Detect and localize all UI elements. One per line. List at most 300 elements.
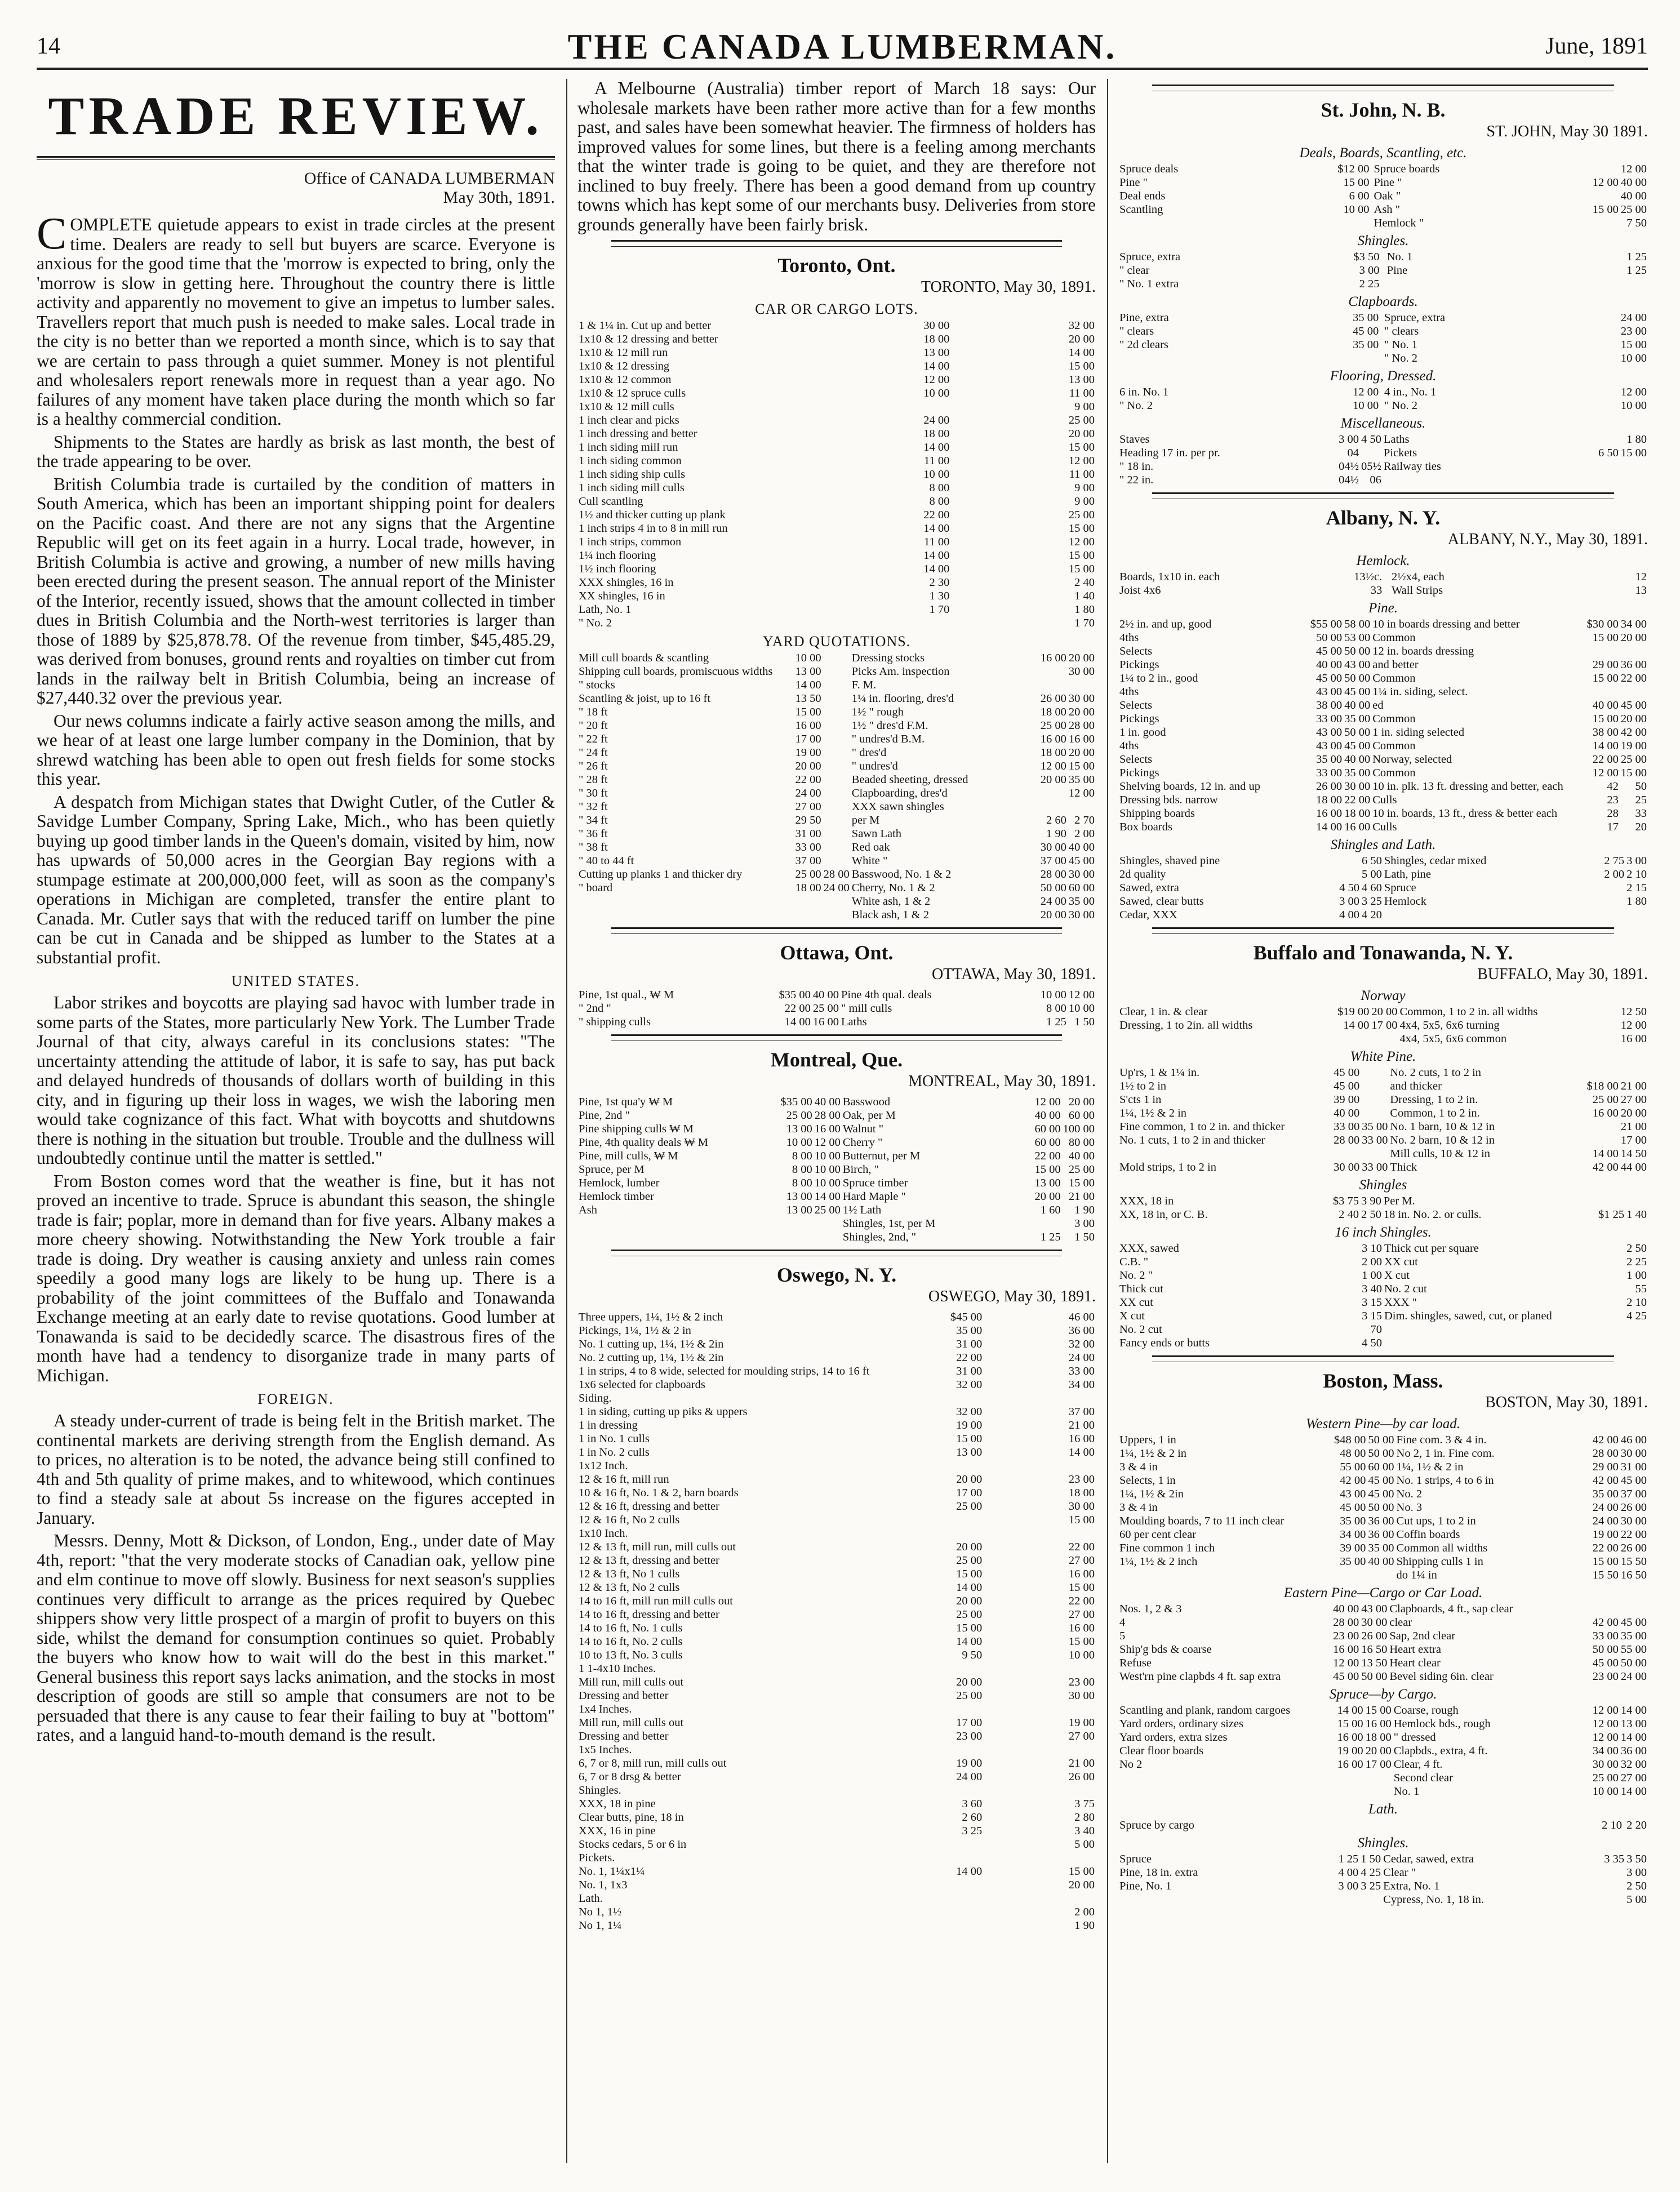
price-value: 45 00 bbox=[1334, 1066, 1360, 1079]
item-label: 4ths bbox=[1119, 632, 1139, 644]
item-label bbox=[1383, 1336, 1616, 1350]
item-label: Shelving boards, 12 in. and up bbox=[1119, 780, 1260, 793]
item-label bbox=[1383, 908, 1603, 922]
price-value bbox=[870, 1513, 983, 1527]
price-value: 28 bbox=[1607, 807, 1619, 820]
price-value: 16 00 bbox=[1040, 652, 1066, 664]
price-value: 29 50 bbox=[795, 814, 821, 826]
price-value: 25 bbox=[1635, 794, 1647, 806]
price-value: 2 20 bbox=[1626, 1819, 1647, 1831]
price-row bbox=[1118, 1255, 1648, 1269]
item-label: Mill run, mill culls out bbox=[579, 1717, 684, 1729]
price-value: 45 00 bbox=[1344, 740, 1371, 752]
price-value: 4 00 bbox=[1338, 1866, 1359, 1879]
price-value bbox=[1352, 1323, 1358, 1336]
price-row bbox=[577, 1002, 1096, 1015]
price-value bbox=[983, 1662, 1096, 1675]
item-label: No. 3 bbox=[1396, 1501, 1423, 1514]
office-line bbox=[37, 169, 555, 207]
price-value: 13 00 bbox=[1034, 1177, 1061, 1189]
price-value: 27 00 bbox=[1068, 1730, 1095, 1742]
item-label: Shingles, 1st, per M bbox=[842, 1217, 936, 1230]
item-label: Mill run, mill culls out bbox=[579, 1676, 684, 1688]
price-value: 23 00 bbox=[1068, 1676, 1095, 1688]
market-date: BUFFALO, May 30, 1891. bbox=[1477, 966, 1648, 983]
item-label: " 34 ft bbox=[579, 814, 608, 826]
item-label: 1 inch siding ship culls bbox=[579, 468, 686, 481]
price-value: 22 00 bbox=[1034, 1150, 1061, 1162]
item-label bbox=[577, 1217, 779, 1230]
price-table bbox=[1118, 433, 1648, 487]
item-label: 6, 7 or 8, mill run, mill culls out bbox=[579, 1757, 727, 1769]
item-label: Heart extra bbox=[1389, 1643, 1441, 1656]
price-value: 28 00 bbox=[814, 1109, 841, 1122]
item-label: Picks Am. inspection bbox=[851, 665, 950, 678]
price-value bbox=[823, 908, 851, 922]
price-row bbox=[577, 1149, 1096, 1163]
price-value bbox=[1620, 685, 1648, 699]
item-label: " No. 1 bbox=[1384, 339, 1418, 351]
price-row bbox=[577, 1811, 1096, 1824]
price-value: 26 00 bbox=[1315, 780, 1343, 793]
item-label: S'cts 1 in bbox=[1119, 1093, 1162, 1106]
price-value: 22 00 bbox=[956, 1351, 983, 1364]
column-1 bbox=[37, 79, 555, 2169]
price-row bbox=[1118, 1005, 1648, 1019]
item-label: " 22 ft bbox=[579, 733, 608, 745]
item-label: 1x4 Inches. bbox=[579, 1703, 632, 1715]
price-value: 2 70 bbox=[1074, 814, 1095, 826]
price-value: 14 50 bbox=[1620, 1148, 1647, 1160]
price-value: 17 00 bbox=[956, 1487, 983, 1499]
price-value bbox=[823, 705, 851, 719]
item-label: No 1, 1¼ bbox=[579, 1919, 622, 1932]
table-heading: Pine. bbox=[1368, 601, 1398, 616]
price-value: 20 00 bbox=[1620, 1107, 1647, 1119]
item-label: " clear bbox=[1119, 264, 1150, 277]
price-value: 15 50 bbox=[1620, 1555, 1647, 1568]
price-value: 17 bbox=[1607, 821, 1619, 833]
price-value: 39 00 bbox=[1334, 1093, 1360, 1106]
market-rule bbox=[611, 927, 1062, 934]
item-label: 4x4, 5x5, 6x6 turning bbox=[1399, 1019, 1500, 1031]
price-value: 16 00 bbox=[1068, 733, 1095, 745]
price-row bbox=[1118, 1194, 1648, 1208]
price-value: 30 00 bbox=[1068, 1500, 1095, 1513]
price-value: 60 00 bbox=[1068, 1109, 1095, 1122]
price-row bbox=[577, 773, 1096, 786]
price-row bbox=[577, 454, 1096, 468]
column-rule bbox=[1107, 79, 1108, 2163]
price-row bbox=[577, 1648, 1096, 1662]
price-value bbox=[870, 1527, 983, 1540]
price-value: 12 00 bbox=[1620, 1019, 1647, 1031]
price-value: 2 00 bbox=[1074, 828, 1095, 840]
price-table bbox=[1118, 1704, 1648, 1798]
item-label: Hemlock " bbox=[1374, 217, 1424, 229]
price-value: 2 10 bbox=[1626, 1296, 1647, 1309]
price-value: 15 00 bbox=[1068, 1581, 1095, 1594]
price-row bbox=[577, 319, 1096, 332]
item-label: XXX, 16 in pine bbox=[579, 1825, 656, 1837]
market-name: Albany, N. Y. bbox=[1326, 506, 1441, 529]
item-label: 1x10 & 12 dressing and better bbox=[579, 333, 718, 345]
price-table bbox=[1118, 1066, 1648, 1174]
price-value: 13 00 bbox=[786, 1123, 812, 1135]
price-value: 15 00 bbox=[1068, 1635, 1095, 1648]
item-label: 1 inch strips 4 in to 8 in mill run bbox=[579, 522, 728, 535]
price-row bbox=[577, 1405, 1096, 1419]
price-value: 15 00 bbox=[1620, 447, 1647, 459]
table-heading: Spruce—by Cargo. bbox=[1329, 1687, 1437, 1702]
price-value: 80 00 bbox=[1068, 1136, 1095, 1149]
item-label: 14 to 16 ft, No. 1 culls bbox=[579, 1622, 683, 1634]
item-label: " 38 ft bbox=[579, 841, 608, 853]
item-label: 1x10 Inch. bbox=[579, 1527, 628, 1540]
price-value: 36 00 bbox=[1368, 1515, 1394, 1527]
item-label: Laths bbox=[1383, 433, 1410, 446]
price-value: 14 00 bbox=[956, 1865, 983, 1878]
price-value: 55 bbox=[1635, 1283, 1647, 1295]
price-value: 16 00 bbox=[1365, 1718, 1392, 1730]
item-label bbox=[1383, 473, 1597, 487]
item-label: Basswood bbox=[842, 1096, 891, 1108]
table-heading: CAR OR CARGO LOTS. bbox=[755, 301, 918, 317]
item-label: Shingles, 2nd, " bbox=[842, 1231, 917, 1243]
item-label: No. 2 bbox=[1396, 1488, 1423, 1500]
price-value bbox=[1592, 216, 1620, 230]
price-value bbox=[1597, 433, 1620, 446]
item-label: " 40 to 44 ft bbox=[579, 855, 634, 867]
price-value: 2 40 bbox=[1074, 576, 1095, 589]
price-value: 14 00 bbox=[1068, 346, 1095, 359]
item-label: 1 in. good bbox=[1119, 726, 1166, 739]
item-label: 1 in dressing bbox=[579, 1419, 638, 1431]
price-value bbox=[983, 1391, 1096, 1405]
price-value: 45 00 bbox=[1620, 699, 1647, 712]
price-value: 30 00 bbox=[1068, 665, 1095, 678]
item-label: 12 & 16 ft, No 2 culls bbox=[579, 1514, 680, 1526]
price-value: 60 00 bbox=[1034, 1123, 1061, 1135]
price-value: 5 00 bbox=[1074, 1838, 1095, 1851]
table-heading: 16 inch Shingles. bbox=[1335, 1225, 1432, 1240]
item-label: 1 in siding, cutting up piks & uppers bbox=[579, 1406, 748, 1418]
price-value: 20 00 bbox=[1620, 632, 1647, 644]
price-value: 18 00 bbox=[923, 428, 950, 440]
item-label: Clapbds., extra, 4 ft. bbox=[1393, 1745, 1488, 1757]
price-value bbox=[1039, 800, 1068, 813]
item-label: No. 1 strips, 4 to 6 in bbox=[1396, 1474, 1494, 1487]
price-value: 60 00 bbox=[1068, 882, 1095, 894]
section-heading: FOREIGN. bbox=[257, 1391, 334, 1407]
item-label: Butternut, per M bbox=[842, 1150, 921, 1162]
item-label: Common bbox=[1372, 672, 1416, 684]
price-value: 31 00 bbox=[956, 1365, 983, 1377]
price-value: 35 00 bbox=[1368, 1542, 1394, 1554]
price-row bbox=[1118, 1242, 1648, 1255]
price-value: 20 00 bbox=[1365, 1745, 1392, 1757]
price-table bbox=[577, 319, 1096, 630]
price-row bbox=[1118, 311, 1648, 324]
price-value: 10 00 bbox=[814, 1163, 841, 1176]
price-row bbox=[1118, 1785, 1648, 1798]
item-label: Dressing and better bbox=[579, 1689, 669, 1702]
item-label: No. 1, 1x3 bbox=[579, 1879, 628, 1891]
item-label: 1¼, 1½ & 2in bbox=[1119, 1488, 1184, 1500]
price-value: 15 00 bbox=[1068, 1514, 1095, 1526]
price-value: 3 90 bbox=[1361, 1195, 1381, 1207]
price-value bbox=[1603, 908, 1625, 922]
price-row bbox=[1118, 473, 1648, 487]
price-value bbox=[806, 616, 951, 630]
price-value: 10 00 bbox=[1068, 1002, 1095, 1015]
item-label: 1x10 & 12 common bbox=[579, 374, 672, 386]
item-label: 10 in. boards, 13 ft., dress & better each bbox=[1372, 807, 1558, 820]
price-value: 8 00 bbox=[792, 1150, 812, 1162]
price-value: 32 00 bbox=[1620, 1758, 1647, 1771]
item-label: Shipping culls 1 in bbox=[1396, 1555, 1483, 1568]
item-label: Boards, 1x10 in. each bbox=[1119, 571, 1220, 583]
price-value: 33 00 bbox=[1315, 713, 1343, 725]
item-label: 12 & 13 ft, mill run, mill culls out bbox=[579, 1541, 736, 1553]
item-label: 1½ and thicker cutting up plank bbox=[579, 509, 726, 521]
price-value: 22 00 bbox=[923, 509, 950, 521]
price-value bbox=[823, 732, 851, 746]
market-date: OTTAWA, May 30, 1891. bbox=[931, 966, 1096, 983]
price-value: 14 00 bbox=[923, 549, 950, 562]
price-row bbox=[577, 535, 1096, 549]
item-label: " No. 1 extra bbox=[1119, 278, 1179, 290]
price-row bbox=[1118, 1032, 1648, 1046]
price-value: 46 00 bbox=[1620, 1434, 1647, 1446]
price-value: 35 00 bbox=[956, 1324, 983, 1337]
item-label: XXX, 18 in bbox=[1119, 1195, 1174, 1207]
price-row bbox=[1118, 699, 1648, 712]
price-row bbox=[577, 1419, 1096, 1432]
price-table bbox=[1118, 1818, 1648, 1832]
price-value: 14 00 bbox=[923, 441, 950, 453]
price-value: 14 00 bbox=[923, 360, 950, 372]
price-row bbox=[577, 908, 1096, 922]
item-label: Beaded sheeting, dressed bbox=[851, 773, 968, 786]
item-label: Cedar, sawed, extra bbox=[1383, 1853, 1474, 1865]
price-row bbox=[577, 1797, 1096, 1811]
paragraph: Our news columns indicate a fairly active season among the mills, and we hear of at least one large lumber company in the Dominion, that by shrewd watching has been able to open out fresh fields for some stocks this year. bbox=[37, 710, 555, 789]
price-table bbox=[1118, 162, 1648, 230]
price-value: 40 00 bbox=[1368, 1555, 1394, 1568]
price-value: 14 00 bbox=[1068, 1446, 1095, 1459]
price-value: 16 00 bbox=[1344, 821, 1371, 833]
price-value: 43 00 bbox=[1344, 659, 1371, 671]
item-label: 1x10 & 12 mill run bbox=[579, 346, 668, 359]
price-value: 25 00 bbox=[1592, 1093, 1619, 1106]
price-value bbox=[823, 895, 851, 908]
issue-date: June, 1891 bbox=[1545, 33, 1648, 59]
price-value: 30 00 bbox=[1068, 909, 1095, 921]
price-value: 30 00 bbox=[1620, 1515, 1647, 1527]
price-value: 12 00 bbox=[1068, 536, 1095, 548]
item-label bbox=[577, 895, 794, 908]
price-value: 1 70 bbox=[929, 603, 950, 616]
price-row bbox=[577, 481, 1096, 495]
price-value: 45 00 bbox=[1353, 325, 1379, 337]
price-row bbox=[577, 854, 1096, 868]
price-value bbox=[1616, 1255, 1623, 1269]
price-value: 3 40 bbox=[1074, 1825, 1095, 1837]
price-value: 25 00 bbox=[1620, 203, 1647, 216]
item-label: Pickets bbox=[1383, 447, 1417, 459]
item-label: 1x12 Inch. bbox=[579, 1460, 628, 1472]
price-row bbox=[1118, 1717, 1648, 1731]
price-value: 14 00 bbox=[1620, 1785, 1647, 1798]
item-label: No. 2 cut bbox=[1384, 1283, 1427, 1295]
price-value bbox=[1352, 352, 1380, 365]
price-value bbox=[870, 1784, 983, 1797]
item-label: Spruce boards bbox=[1374, 163, 1440, 175]
price-row bbox=[577, 841, 1096, 854]
price-value bbox=[1352, 1336, 1358, 1350]
price-row bbox=[577, 427, 1096, 441]
item-label: 1x6 selected for clapboards bbox=[579, 1379, 705, 1391]
price-value bbox=[1352, 1255, 1358, 1269]
price-value: 28 00 bbox=[1592, 1447, 1619, 1460]
price-value: 35 00 bbox=[1353, 339, 1379, 351]
price-value: 10 00 bbox=[1353, 399, 1379, 412]
item-label: Hemlock bbox=[1384, 895, 1426, 908]
column-3 bbox=[1118, 79, 1648, 2169]
price-value: 2 10 bbox=[1602, 1819, 1622, 1831]
price-value: 35 00 bbox=[1344, 767, 1371, 779]
item-label: Staves bbox=[1119, 433, 1150, 446]
table-heading: Norway bbox=[1361, 988, 1406, 1003]
price-value: 37 00 bbox=[795, 855, 821, 867]
price-row bbox=[1118, 1602, 1648, 1616]
price-value: 3 00 bbox=[1626, 1866, 1647, 1879]
item-label: Pine, 4th quality deals ₩ M bbox=[579, 1136, 709, 1149]
price-row bbox=[1118, 216, 1648, 230]
price-row bbox=[577, 1337, 1096, 1351]
price-value: 15 00 bbox=[1343, 176, 1370, 189]
price-value: 9 00 bbox=[1074, 495, 1095, 508]
item-label: 1x10 & 12 mill culls bbox=[579, 401, 674, 413]
price-value: 42 00 bbox=[1592, 1161, 1619, 1173]
item-label: 1¼, 1½ & 2 in bbox=[1119, 1107, 1187, 1119]
price-value: 14 00 bbox=[923, 522, 950, 535]
price-value: 18 00 bbox=[1068, 1487, 1095, 1499]
market-date: BOSTON, May 30, 1891. bbox=[1485, 1394, 1648, 1411]
price-value: 2 25 bbox=[1626, 1256, 1647, 1268]
price-value: 21 00 bbox=[1620, 1080, 1647, 1092]
price-value: 36 00 bbox=[1620, 1745, 1647, 1757]
market-rule bbox=[1152, 85, 1614, 91]
price-table bbox=[1118, 311, 1648, 365]
price-value: 33 00 bbox=[1592, 1630, 1619, 1642]
price-value: 22 00 bbox=[1344, 794, 1371, 806]
item-label: Heart clear bbox=[1389, 1657, 1441, 1669]
price-value: 15 00 bbox=[1592, 632, 1619, 644]
price-row bbox=[1118, 1818, 1648, 1832]
price-value: 2 75 bbox=[1604, 855, 1625, 867]
price-value: 35 00 bbox=[1362, 1121, 1388, 1133]
price-value bbox=[1337, 1893, 1359, 1906]
price-value: 12 00 bbox=[1040, 760, 1066, 772]
item-label: Selects bbox=[1119, 645, 1153, 657]
price-value: 15 00 bbox=[1592, 672, 1619, 684]
price-value: 30 00 bbox=[1361, 1616, 1388, 1629]
price-value: 16 00 bbox=[1333, 1643, 1359, 1656]
price-value: 10 00 bbox=[923, 468, 950, 481]
price-value: $30 00 bbox=[1586, 618, 1619, 630]
price-value: 40 00 bbox=[1592, 699, 1619, 712]
item-label: " undres'd B.M. bbox=[851, 733, 925, 745]
price-row bbox=[1118, 1487, 1648, 1501]
price-value: 1 25 bbox=[1338, 1853, 1359, 1865]
item-label: Thick cut per square bbox=[1384, 1242, 1479, 1255]
price-value: 28 00 bbox=[823, 868, 850, 881]
item-label: Extra, No. 1 bbox=[1383, 1880, 1440, 1892]
price-row bbox=[577, 1351, 1096, 1364]
price-row bbox=[577, 1554, 1096, 1567]
price-value: 20 00 bbox=[1068, 428, 1095, 440]
item-label: 1½ " dres'd F.M. bbox=[851, 719, 928, 732]
item-label: 14 to 16 ft, dressing and better bbox=[579, 1608, 719, 1621]
price-value: 3 15 bbox=[1362, 1296, 1382, 1309]
item-label: Per M. bbox=[1383, 1195, 1415, 1207]
price-value: 35 00 bbox=[1340, 1555, 1366, 1568]
price-row bbox=[1118, 1866, 1648, 1879]
price-value: 15 00 bbox=[1068, 1865, 1095, 1878]
price-value: 43 00 bbox=[1315, 686, 1343, 698]
price-value: 1 25 bbox=[1040, 1231, 1061, 1243]
item-label: Coffin boards bbox=[1396, 1528, 1460, 1541]
item-label: 1 in No. 2 culls bbox=[579, 1446, 650, 1459]
price-value bbox=[1336, 1785, 1364, 1798]
item-label: Shingles, cedar mixed bbox=[1384, 855, 1487, 867]
price-value bbox=[1333, 1568, 1367, 1582]
price-value: 45 00 bbox=[1368, 1488, 1394, 1500]
item-label: No 2, 1 in. Fine com. bbox=[1396, 1447, 1495, 1460]
price-row bbox=[1118, 881, 1648, 895]
price-value: 22 00 bbox=[784, 1002, 811, 1015]
price-row bbox=[1118, 739, 1648, 753]
price-value: 2 60 bbox=[962, 1811, 983, 1824]
item-label: 1½ " rough bbox=[851, 706, 904, 718]
price-value: 45 00 bbox=[1344, 686, 1371, 698]
price-value: 2 15 bbox=[1626, 882, 1647, 894]
item-label: Walnut " bbox=[842, 1123, 884, 1135]
price-value: 12 bbox=[1635, 571, 1647, 583]
price-value: 20 00 bbox=[1371, 1006, 1398, 1018]
price-row bbox=[1118, 1120, 1648, 1133]
item-label: Pickets. bbox=[579, 1852, 615, 1864]
price-value bbox=[1068, 678, 1096, 692]
price-value: 26 00 bbox=[1040, 692, 1066, 705]
price-value: 28 00 bbox=[1040, 868, 1066, 881]
price-value: 8 00 bbox=[792, 1163, 812, 1176]
price-value: 33 00 bbox=[1334, 1121, 1360, 1133]
price-value: 1 90 bbox=[1046, 828, 1066, 840]
price-row bbox=[577, 1513, 1096, 1527]
price-value: 46 00 bbox=[1068, 1311, 1095, 1323]
office-date: May 30th, 1891. bbox=[443, 188, 555, 207]
price-value bbox=[1365, 1785, 1393, 1798]
market-name: Toronto, Ont. bbox=[777, 254, 896, 277]
price-value: 14 00 bbox=[784, 1016, 811, 1028]
price-value: 20 00 bbox=[795, 760, 821, 772]
price-value: 1 00 bbox=[1626, 1269, 1647, 1282]
price-value bbox=[1624, 570, 1631, 584]
market-rule bbox=[611, 1250, 1062, 1256]
